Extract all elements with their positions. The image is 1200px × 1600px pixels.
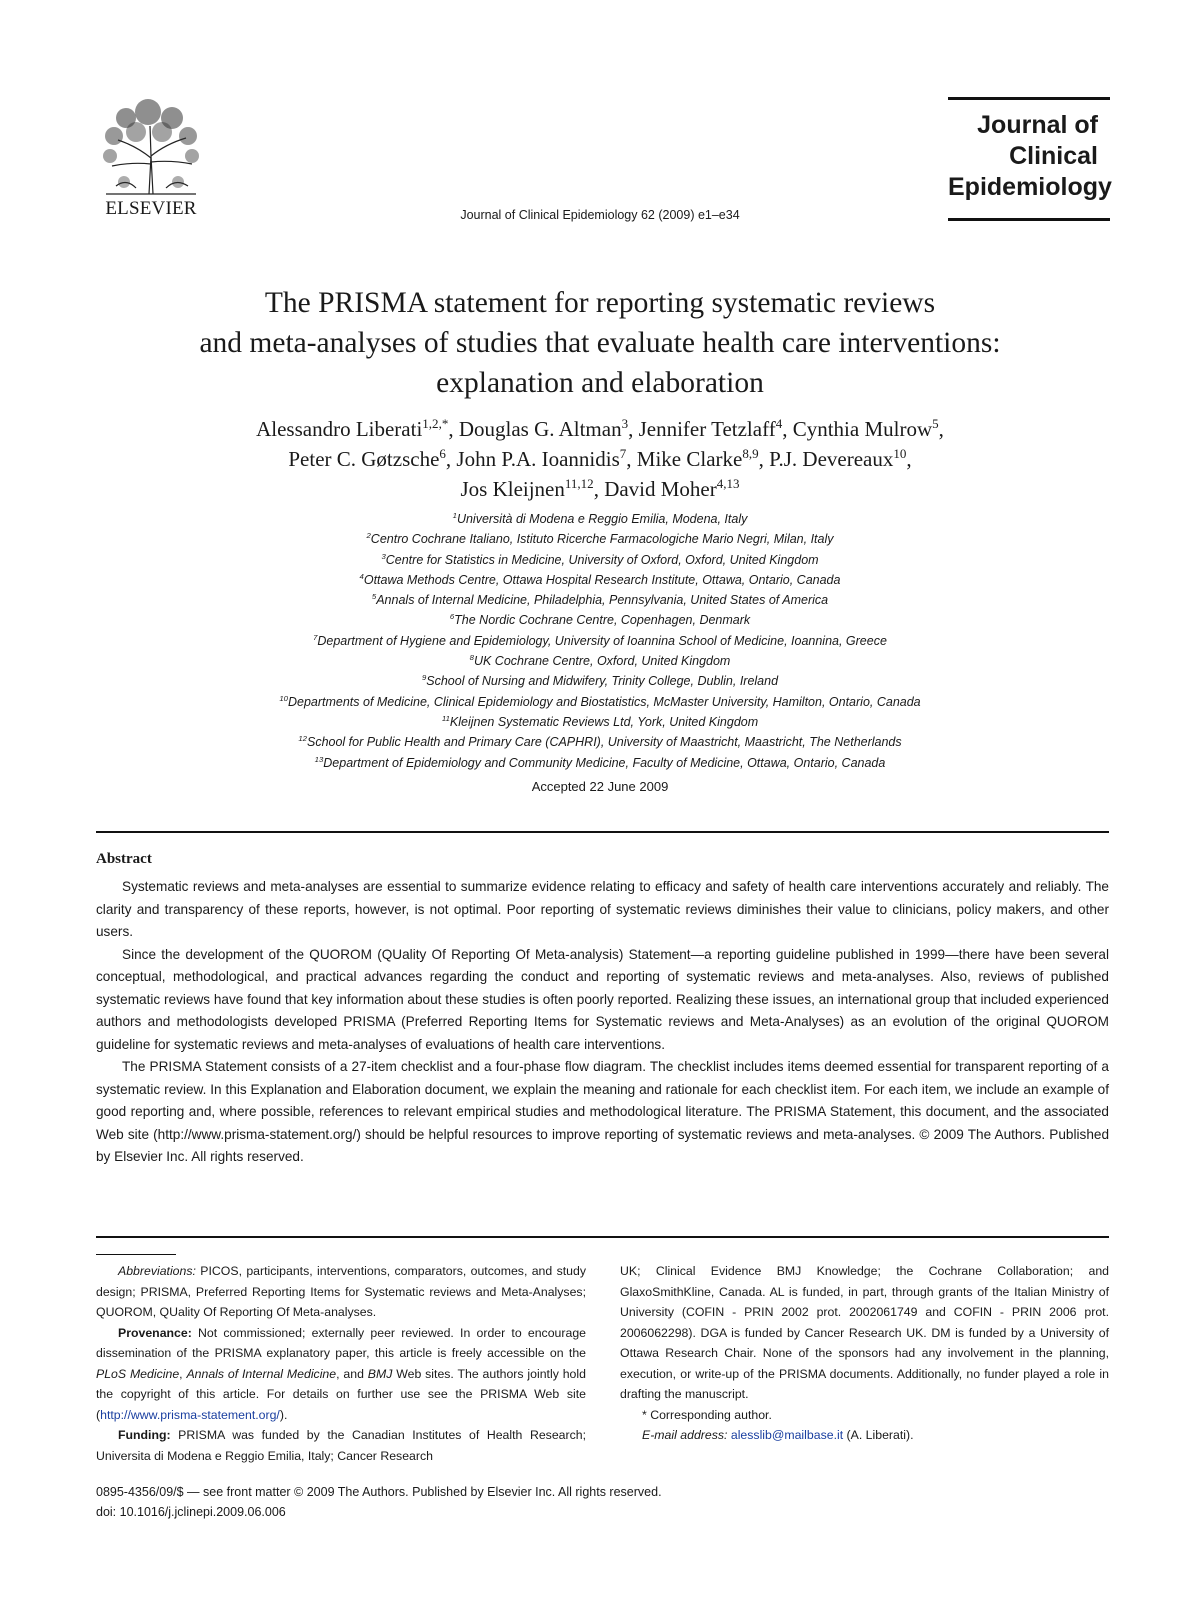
affiliation-number: 10 — [279, 693, 288, 703]
funding-footnote-continued: UK; Clinical Evidence BMJ Knowledge; the Cochrane Collaboration; and GlaxoSmithKline, Canada. AL is funded, in part, through grants of the Italian Ministry of University (COFIN - PRIN 2002 prot. 2002061749 and COFIN - PRIN 2006 prot. 2006062298). DGA is funded by Cancer Research UK. DM is funded by a University of Ottawa Research Chair. None of the sponsors had any involvement in the planning, execution, or write-up of the PRISMA documents. Additionally, no funder played a role in drafting the manuscript. — [620, 1264, 1109, 1401]
author-name: David Moher — [604, 477, 717, 501]
affiliation-number: 12 — [298, 734, 307, 744]
affiliation-text: The Nordic Cochrane Centre, Copenhagen, Denmark — [454, 613, 751, 628]
journal-citation: Journal of Clinical Epidemiology 62 (2009) e1–e34 — [460, 208, 740, 222]
provenance-text: Web sites. The authors jointly hold the copyright of this article. For details on further use see the PRISMA Web site ( — [96, 1366, 586, 1422]
affiliation — [80, 570, 1120, 590]
email-suffix: (A. Liberati). — [843, 1428, 914, 1442]
corresponding-author-note: * Corresponding author. — [642, 1407, 772, 1422]
author-name: P.J. Devereaux — [769, 447, 894, 471]
abstract-heading: Abstract — [96, 851, 152, 867]
title-line1: The PRISMA statement for reporting systematic reviews — [264, 287, 936, 319]
author-line-3: Jos Kleijnen$^{11,12}$, David Moher$^{4,13}$ — [460, 476, 740, 501]
funding-text: PRISMA was funded by the Canadian Institutes of Health Research; Universita di Modena e Reggio Emilia, Italy; Cancer Research — [96, 1428, 586, 1463]
provenance-label: Provenance: — [118, 1325, 192, 1340]
affiliation-list — [80, 509, 1120, 773]
affiliation — [80, 509, 1120, 529]
affiliation-number: 13 — [314, 754, 324, 764]
affiliation-number: 8 — [469, 652, 474, 662]
email-link[interactable]: alesslib@mailbase.it — [730, 1428, 844, 1442]
affiliation-number: 2 — [366, 531, 371, 541]
affiliation-text: UK Cochrane Centre, Oxford, United Kingdom — [473, 654, 731, 669]
affiliation-number: 1 — [452, 510, 457, 520]
email-label: E-mail address: — [642, 1428, 728, 1442]
affiliation-text: Department of Hygiene and Epidemiology, University of Ioannina School of Medicine, Ioannina, Greece — [317, 633, 887, 648]
provenance-separator: , and — [336, 1366, 368, 1381]
abstract-paragraph: The PRISMA Statement consists of a 27-item checklist and a four-phase flow diagram. The checklist includes items deemed essential for transparent reporting of a systematic review. In this Explanation and Elaboration document, we explain the meaning and rationale for each checklist item. For each item, we include an example of good reporting and, where possible, references to relevant empirical studies and methodological literature. The PRISMA Statement, this document, and the associated Web site (http://www.prisma-statement.org/) should be helpful resources to improve reporting of systematic reviews and meta-analyses. © 2009 The Authors. Published by Elsevier Inc. All rights reserved. — [96, 1059, 1109, 1164]
abstract-top-rule — [96, 831, 1109, 833]
author-name: Mike Clarke — [636, 447, 743, 471]
journal-name-box — [948, 97, 1110, 221]
author-affiliation-marker: 11,12 — [564, 476, 594, 491]
author-name: John P.A. Ioannidis — [456, 447, 620, 471]
affiliation — [80, 550, 1120, 570]
funding-label: Funding: — [118, 1428, 171, 1442]
footnote-rule — [96, 1254, 176, 1255]
abbreviations-text: PICOS, participants, interventions, comparators, outcomes, and study design; PRISMA, Preferred Reporting Items for Systematic reviews and Meta-Analyses; QUOROM, QUality Of Reporting Of Meta-analyses. — [96, 1264, 586, 1319]
accepted-date: Accepted 22 June 2009 — [531, 779, 669, 794]
journal-name — [948, 110, 1110, 203]
journal-name-plos: PLoS Medicine — [96, 1366, 180, 1381]
affiliation-number: 9 — [421, 673, 427, 683]
author-affiliation-marker: 5 — [932, 416, 939, 431]
affiliation-number: 6 — [449, 612, 455, 622]
affiliation — [80, 631, 1120, 651]
author-affiliation-marker: 7 — [619, 446, 627, 461]
issn-line: 0895-4356/09/$ — see front matter © 2009 The Authors. Published by Elsevier Inc. All rights reserved. — [96, 1485, 662, 1499]
affiliation-text: Kleijnen Systematic Reviews Ltd, York, United Kingdom — [449, 714, 759, 729]
affiliation-number: 3 — [381, 551, 386, 561]
abstract-body — [96, 876, 1109, 1169]
author-name: Peter C. Gøtzsche — [288, 447, 440, 471]
affiliation-text: Department of Epidemiology and Community Medicine, Faculty of Medicine, Ottawa, Ontario, Canada — [323, 755, 886, 770]
affiliation-number: 4 — [359, 571, 364, 581]
author-name: Jennifer Tetzlaff — [638, 417, 776, 441]
abbreviations-footnote — [96, 1261, 586, 1323]
affiliation-text: Centre for Statistics in Medicine, University of Oxford, Oxford, United Kingdom — [385, 552, 819, 567]
abstract-paragraph: Since the development of the QUOROM (QUality Of Reporting Of Meta-analysis) Statement—a reporting guideline published in 1999—there have been several conceptual, methodological, and practical advances regarding the conduct and reporting of systematic reviews and meta-analyses. Also, reviews of published systematic reviews have found that key information about these studies is often poorly reported. Realizing these issues, an international group that included experienced authors and methodologists developed PRISMA (Preferred Reporting Items for Systematic reviews and Meta-Analyses) as an evolution of the original QUOROM guideline for systematic reviews and meta-analyses of evaluations of health care interventions. — [96, 946, 1109, 1052]
affiliation-text: Annals of Internal Medicine, Philadelphia, Pennsylvania, United States of America — [376, 593, 829, 608]
author-affiliation-marker: 1,2,* — [422, 416, 449, 431]
author-name: Alessandro Liberati — [256, 417, 423, 441]
affiliation — [80, 692, 1120, 712]
provenance-footnote — [96, 1323, 586, 1426]
affiliation-number: 7 — [313, 632, 318, 642]
journal-name-line3: Epidemiology — [948, 173, 1112, 201]
affiliation-number: 5 — [371, 592, 377, 602]
journal-name-bmj: BMJ — [367, 1366, 393, 1381]
author-line-2: Peter C. Gøtzsche$^6$, John P.A. Ioannidis$^7$, Mike Clarke$^{8,9}$, P.J. Devereaux$^{10}$, — [288, 446, 912, 471]
affiliation — [80, 610, 1120, 630]
affiliation — [80, 590, 1120, 610]
author-affiliation-marker: 3 — [621, 416, 629, 431]
affiliation — [80, 712, 1120, 732]
affiliation-text: School of Nursing and Midwifery, Trinity College, Dublin, Ireland — [426, 674, 779, 689]
footnotes-right-column — [620, 1261, 1109, 1446]
affiliation-text: Università di Modena e Reggio Emilia, Modena, Italy — [456, 512, 748, 526]
abbreviations-label: Abbreviations: — [118, 1264, 196, 1278]
elsevier-tree-icon — [96, 96, 206, 196]
affiliation-text: Departments of Medicine, Clinical Epidemiology and Biostatistics, McMaster University, Hamilton, Ontario, Canada — [287, 694, 921, 709]
affiliation-text: Centro Cochrane Italiano, Istituto Ricerche Farmacologiche Mario Negri, Milan, Italy — [370, 532, 834, 547]
author-affiliation-marker: 4,13 — [716, 476, 740, 491]
footnotes-left-column — [96, 1261, 586, 1466]
author-name: Cynthia Mulrow — [792, 417, 933, 441]
affiliation — [80, 651, 1120, 671]
prisma-website-link[interactable]: http://www.prisma-statement.org/ — [100, 1407, 280, 1422]
author-name: Douglas G. Altman — [458, 417, 622, 441]
funding-footnote — [96, 1425, 586, 1466]
provenance-text: Not commissioned; externally peer reviewed. In order to encourage dissemination of the PRISMA explanatory paper, this article is freely accessible on the — [96, 1325, 586, 1360]
title-line3: explanation and elaboration — [436, 367, 764, 399]
affiliation-text: Ottawa Methods Centre, Ottawa Hospital Research Institute, Ottawa, Ontario, Canada — [363, 572, 841, 587]
journal-name-line1: Journal of — [977, 111, 1098, 139]
author-affiliation-marker: 6 — [439, 446, 446, 461]
abstract-bottom-rule — [96, 1236, 1109, 1238]
email-note — [620, 1425, 1109, 1446]
publication-info — [96, 1482, 896, 1522]
author-affiliation-marker: 4 — [775, 416, 783, 431]
journal-name-annals: Annals of Internal Medicine — [186, 1366, 337, 1381]
doi-line: doi: 10.1016/j.jclinepi.2009.06.006 — [96, 1505, 286, 1519]
affiliation-number: 11 — [441, 713, 450, 723]
journal-name-line2: Clinical — [1009, 142, 1098, 170]
provenance-text: ). — [279, 1407, 288, 1422]
paper-title — [80, 283, 1120, 403]
affiliation-text: School for Public Health and Primary Care (CAPHRI), University of Maastricht, Maastricht, The Netherlands — [306, 735, 902, 750]
affiliation — [80, 671, 1120, 691]
author-affiliation-marker: 8,9 — [742, 446, 759, 461]
affiliation — [80, 529, 1120, 549]
publisher-name: ELSEVIER — [105, 198, 197, 219]
provenance-separator: , — [179, 1366, 187, 1381]
author-list — [80, 414, 1120, 504]
abstract-paragraph: Systematic reviews and meta-analyses are essential to summarize evidence relating to efficacy and safety of health care interventions accurately and reliably. The clarity and transparency of these reports, however, is not optimal. Poor reporting of systematic reviews diminishes their value to clinicians, policy makers, and other users. — [96, 879, 1109, 939]
author-affiliation-marker: 10 — [893, 446, 907, 461]
affiliation — [80, 732, 1120, 752]
elsevier-logo — [96, 96, 206, 220]
author-line-1: Alessandro Liberati$^{1,2,*}$, Douglas G. Altman$^3$, Jennifer Tetzlaff$^4$, Cynthia Mulrow$^5$, — [256, 416, 944, 441]
affiliation — [80, 753, 1120, 773]
title-line2: and meta-analyses of studies that evaluate health care interventions: — [199, 327, 1001, 359]
author-name: Jos Kleijnen — [460, 477, 565, 501]
